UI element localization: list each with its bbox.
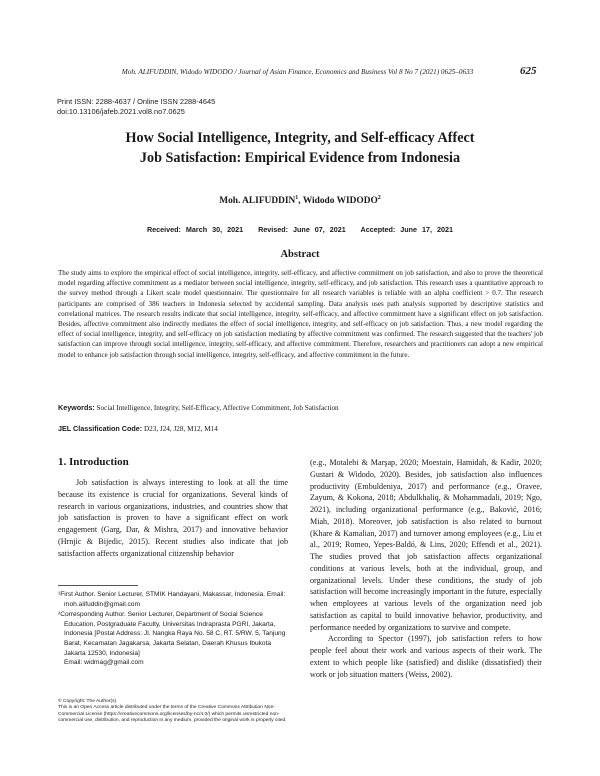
issn-line: Print ISSN: 2288-4637 / Online ISSN 2288-4645 bbox=[57, 97, 216, 106]
revised-date: Revised: June 07, 2021 bbox=[258, 225, 346, 234]
jel-label: JEL Classification Code: bbox=[58, 424, 143, 433]
title-line-1: How Social Intelligence, Integrity, and Self-efficacy Affect bbox=[125, 130, 475, 146]
received-date: Received: March 30, 2021 bbox=[146, 225, 244, 234]
abstract-body: The study aims to explore the empirical effect of social intelligence, integrity, self-efficacy, and affective commitment on job satisfaction, and also to prove the theoretical model regarding affective commitment as a mediator between social intelligence, integrity, self-efficacy, and job satisfaction. This research uses a quantitative approach to the survey method through a Likert scale model questionnaire. The questionnaire for all research variables is reliable with an alpha coefficient > 0.7. The research participants are comprised of 386 teachers in Indonesia selected by accidental sampling. Data analysis uses path analysis supported by descriptive statistics and correlational matrices. The research results indicate that social intelligence, integrity, self-efficacy, and affective commitment have a significant effect on job satisfaction. Besides, affective commitment also indirectly mediates the effect of social intelligence, integrity, and self-efficacy on job satisfaction. Thus, a new model regarding the effect of social intelligence, integrity, and self-efficacy on job satisfaction mediating by affective commitment was confirmed. The research suggested that the teachers' job satisfaction can improve through social intelligence, integrity, self-efficacy, and affective commitment. Therefore, researchers and practitioners can adopt a new empirical model to enhance job satisfaction through social intelligence, integrity, self-efficacy, and affective commitment in the future. bbox=[58, 269, 543, 359]
copyright-line: © Copyright: The Author(s) bbox=[58, 699, 117, 704]
jel-codes: D23, J24, J28, M12, M14 bbox=[143, 425, 218, 433]
article-title bbox=[60, 128, 540, 168]
footnotes bbox=[58, 590, 286, 668]
author-1-affiliation-mark: 1 bbox=[295, 195, 299, 201]
running-head: Moh. ALIFUDDIN, Widodo WIDODO / Journal of Asian Finance, Economics and Business Vol 8 No 7 (2021) 0625–0633 bbox=[121, 68, 474, 76]
accepted-date: Accepted: June 17, 2021 bbox=[360, 225, 454, 234]
issn-block bbox=[57, 97, 215, 117]
intro-left-paragraph: Job satisfaction is always interesting to look at all the time because its existence is crucial for organizations. Several kinds of research in various organizations, industries, and countries show that job satisfaction is proven to have a significant effect on work engagement (Garg, Dar, & Mishra, 2017) and innovative behavior (Hrnjic & Bijedic, 2015). Recent studies also indicate that job satisfaction affects organizational citizenship behavior bbox=[58, 478, 288, 558]
intro-right-paragraph-1: (e.g., Motalebi & Marşap, 2020; Moestain, Hamidah, & Kadir, 2020; Gustari & Widodo, 2020). Besides, job satisfaction also influences productivity (Embuldeniya, 2017) and performance (e.g., Oravee, Zayum, & Kokona, 2018; Abdulkhaliq, & Mohammadali, 2019; Ngo, 2021), including organizational performance (e.g., Baković, 2016; Miah, 2018). Moreover, job satisfaction is also related to burnout (Khare & Kamalian, 2017) and turnover among employees (e.g., Liu et al., 2019; Romeo, Yepes-Baldó, & Lins, 2020; Effendi et al., 2021). The studies proved that job satisfaction affects organizational conditions at various levels, both at the individual, group, and organizational levels. Under these conditions, the study of job satisfaction will become increasingly important in the future, especially when employees at various levels of the organization need job satisfaction as capital to build innovative behavior, productivity, and performance needed by organizations to survive and compete. bbox=[310, 458, 542, 632]
page-number: 625 bbox=[520, 65, 537, 77]
license-text: This is an Open Access article distributed under the terms of the Creative Commons Attribution Non-Commercial License (https://creativecommons.org/licenses/by-nc/4.0/) which permits unrestricted non-commercial use, distribution, and reproduction in any medium, provided the original work is properly cited. bbox=[58, 705, 287, 724]
footnote-divider bbox=[58, 585, 138, 586]
footnote-1: ¹First Author. Senior Lecturer, STMIK Handayani, Makassar, Indonesia. Email: moh.alifuddin@gmail.com bbox=[58, 591, 286, 608]
author-2-affiliation-mark: 2 bbox=[377, 195, 381, 201]
intro-right-paragraph-2: According to Spector (1997), job satisfaction refers to how people feel about their work and various aspects of their work. The extent to which people like (satisfied) and dislike (dissatisfied) their work or job situation matters (Weiss, 2002). bbox=[310, 634, 542, 679]
jel-classification bbox=[58, 424, 543, 433]
author-separator: , bbox=[298, 196, 303, 207]
article-dates bbox=[60, 225, 540, 234]
section-heading-introduction: 1. Introduction bbox=[58, 456, 129, 468]
keywords-label: Keywords: bbox=[58, 403, 95, 412]
abstract-heading: Abstract bbox=[280, 249, 320, 260]
author-list bbox=[60, 195, 540, 206]
footnote-2-email: Email: widmag@gmail.com bbox=[64, 659, 144, 667]
author-1-name: Moh. ALIFUDDIN bbox=[219, 196, 296, 207]
keywords-text: Social Intelligence, Integrity, Self-Efficacy, Affective Commitment, Job Satisfaction bbox=[96, 404, 339, 412]
footnote-2: ²Corresponding Author. Senior Lecturer, Department of Social Science Education, Postgraduate Faculty, Universitas Indraprasta PGRI, Jakarta, Indonesia [Postal Address: Jl. Nangka Raya No. 58 C, RT. 5/RW. 5, Tanjung Barat, Kecamatan Jagakarsa, Jakarta Selatan, Daerah Khusus Ibukota Jakarta 12530, Indonesia] bbox=[58, 611, 286, 657]
author-2-name: Widodo WIDODO bbox=[302, 196, 378, 207]
title-line-2: Job Satisfaction: Empirical Evidence from Indonesia bbox=[139, 150, 461, 166]
copyright-notice bbox=[58, 699, 288, 725]
doi-line: doi:10.13106/jafeb.2021.vol8.no7.0625 bbox=[57, 107, 185, 116]
keywords bbox=[58, 403, 543, 412]
intro-right-column bbox=[310, 457, 542, 680]
